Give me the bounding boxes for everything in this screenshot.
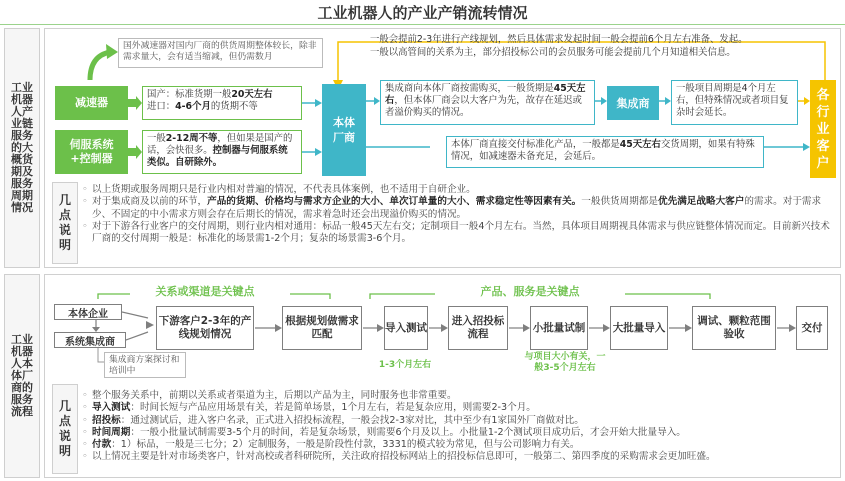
note2-item-5-text: ：1）标品，一般是三七分；2）定制服务，一般是阶段性付款，3331的模式较为常见，但与公司影响力有关。 [111, 439, 580, 451]
direct-text-bold: 45天左右 [619, 139, 661, 150]
system-integrator-box: 系统集成商 [54, 332, 126, 348]
note1-item-1-text: 以上货期或服务周期只是行业内相对普遍的情况，不代表具体案例，也不适用于自研企业。 [92, 184, 476, 195]
step-arrow-2 [362, 322, 384, 334]
planning-text-2: 一般以高管间的关系为主，部分招投标公司的会员服务可能会提前几个月知道相关信息。 [370, 47, 736, 58]
process-step-3: 导入测试 [384, 306, 428, 350]
page-title: 工业机器人的产业产销流转情况 [317, 4, 528, 22]
reducer-text-2: 进口： [147, 101, 176, 112]
note2-item-3-text: ：通过测试后，进入客户名录，正式进入招投标流程，一般会找2-3家对比，其中至少有1家国外厂商做对比。 [120, 414, 584, 426]
note1-item-3-text: 对于下游各行业客户的交付周期，则行业内相对通用：标品一般45天左右交；定制项目一般4个月左右。当然，具体项目周期视具体需求与供应链整体情况而定。目前新兴技术厂商的交付周期一般是：标准化的场景需1-2个月；复杂的场景需3-6个月。 [92, 220, 830, 245]
step-arrow-5 [588, 322, 610, 334]
servo-text-2: ，但如果是国产的话，会快很多。 [147, 133, 293, 156]
step-arrow-6 [668, 322, 692, 334]
oem-label: 本体厂商 [333, 116, 355, 144]
oem-to-integrator-down-arrow [90, 320, 102, 332]
direct-text-2: 交货周期，如果有特殊情况，如减速器未备充足，会延后。 [451, 139, 755, 162]
note2-item-6-text: 以上情况主要是针对市场类客户，针对高校或者科研院所，关注政府招投标网站上的招投标信息即可，一般第二、第四季度的采购需求会更加旺盛。 [92, 451, 716, 463]
note2-item-5 [82, 439, 834, 451]
servo-controller-box [55, 130, 128, 174]
note2-item-6 [82, 451, 834, 463]
note2-item-2-text: ：时间长短与产品应用场景有关，若是简单场景，1个月左右，若是复杂应用，则需要2-3个月。 [130, 402, 536, 414]
note1-item-1 [82, 184, 834, 196]
oem-to-integrator-arrow [366, 94, 380, 108]
direct-delivery-arrow-right [764, 140, 810, 154]
oem-company-box: 本体企业 [54, 304, 122, 320]
servo-text-bold-1: 2-12周不等 [165, 133, 218, 144]
customer-project-text: 一般项目周期是4个月左右，但特殊情况或者项目复杂时会延长。 [671, 80, 798, 125]
process-step-4: 进入招投标流程 [448, 306, 508, 350]
section1-notes-label [52, 182, 78, 264]
direct-text-1: 本体厂商直接交付标准化产品，一般都是 [451, 139, 620, 150]
step-arrow-1 [254, 322, 282, 334]
small-batch-duration-label: 与项目大小有关，一般3-5个月左右 [524, 352, 606, 373]
section2-side-label [4, 274, 40, 478]
reducer-box: 减速器 [55, 86, 128, 120]
reducer-text-bold-2: 4-6个月 [175, 101, 211, 112]
servo-text-1: 一般 [147, 133, 166, 144]
section1-side-label [4, 28, 40, 268]
integrator-box: 集成商 [607, 86, 659, 120]
servo-text-bold-2: 控制器与伺服系统类似。自研除外。 [147, 145, 288, 168]
reducer-text-1: 国产：标准货期一般 [147, 89, 232, 100]
relation-key-label: 关系或渠道是关键点 [155, 285, 255, 298]
product-key-label: 产品、服务是关键点 [480, 285, 580, 298]
customer-label: 各行业客户 [816, 87, 830, 171]
section1-notes [82, 184, 834, 264]
process-step-8: 交付 [796, 306, 828, 350]
servo-label: 伺服系统+控制器 [69, 138, 114, 165]
note2-item-2-bold: 导入测试 [92, 402, 131, 414]
integrator-text-bold: 45天左右 [385, 83, 586, 106]
process-step-7: 调试、颗粒范围验收 [692, 306, 776, 350]
note1-item-2 [82, 196, 834, 221]
integrator-to-customer-arrow [659, 94, 671, 108]
oem-box [322, 84, 366, 176]
key-brackets [50, 290, 840, 300]
section2-notes [82, 390, 834, 476]
servo-leadtime-text [142, 130, 302, 174]
step-arrow-4 [508, 322, 530, 334]
integrator-text-1: 集成商向本体厂商按需购买，一般货期是 [385, 83, 554, 94]
to-integrator-arrow [595, 94, 607, 108]
integrator-text-2: ，但本体厂商会以大客户为先，故存在延迟或者溢价购买的情况。 [385, 95, 582, 118]
note-connector [96, 348, 106, 368]
section2-notes-label [52, 384, 78, 474]
step-arrow-3 [428, 322, 448, 334]
to-oem-arrows [302, 96, 322, 166]
note1-item-2-text-a: 对于集成商及以前的环节， [92, 196, 208, 208]
note1-item-2-text-c: 的需求。对于需求少、不固定的中小需求方则会存在后期长的情况，需求着急时还会出现溢价购买的情况。 [92, 196, 822, 220]
note2-item-1-text: 整个服务关系中，前期以关系或者渠道为主，后期以产品为主，同时服务也非常重要。 [92, 390, 457, 401]
curved-arrow-icon [80, 40, 120, 84]
note2-item-1 [82, 390, 834, 402]
process-step-1: 下游客户2-3年的产线规划情况 [156, 306, 254, 350]
note1-item-2-bold-b: 优先满足战略大客户 [658, 196, 745, 208]
to-step1-arrows [122, 306, 154, 348]
step-arrow-7 [776, 322, 796, 334]
note2-item-4-text: ：一般小批量试制需要3-5个月的时间，若是复杂场景，则需要6个月及以上。小批量1-2个测试项目成功后，才会开始大批量导入。 [130, 426, 686, 438]
note1-item-3 [82, 221, 834, 246]
note1-item-2-text-b: 一般供货周期都是 [581, 196, 659, 208]
notes1-label-text: 几点说明 [58, 193, 71, 252]
customer-box [810, 80, 836, 178]
notes2-label-text: 几点说明 [58, 399, 71, 458]
process-step-2: 根据规划做需求匹配 [282, 306, 362, 350]
to-customer-arrow [798, 94, 810, 108]
green-arrows [128, 96, 142, 166]
reducer-leadtime-text [142, 86, 302, 120]
process-step-5: 小批量试制 [530, 306, 588, 350]
integrator-training-note: 集成商方案探讨和培训中 [104, 352, 186, 378]
note2-item-2 [82, 402, 834, 414]
process-step-6: 大批量导入 [610, 306, 668, 350]
foreign-reducer-note: 国外减速器对国内厂商的供货周期整体较长，除非需求量大，会有适当缩减，但仍需数月 [118, 38, 323, 68]
note1-item-2-bold-a: 产品的货期、价格均与需求方企业的大小、单次订单量的大小、需求稳定性等因素有关。 [207, 196, 582, 208]
note2-item-4 [82, 427, 834, 439]
section2-side-text: 工业机器人本体厂商的服务流程 [11, 333, 33, 418]
test-duration-label: 1-3个月左右 [378, 360, 432, 370]
note2-item-3-bold: 招投标 [92, 414, 121, 426]
reducer-text-bold-1: 20天左右 [231, 89, 273, 100]
title-divider [0, 24, 845, 25]
direct-delivery-text [446, 136, 764, 168]
note2-item-4-bold: 时间周期 [92, 426, 131, 438]
note2-item-3 [82, 415, 834, 427]
integrator-purchase-text [380, 80, 595, 125]
planning-text-1: 一般会提前2-3年进行产线规划，然后具体需求发起时间一般会提前6个月左右准备、发起。 [370, 34, 748, 45]
direct-delivery-arrow-left [366, 140, 430, 154]
section1-side-text: 工业机器人产业链服务的大概货期及服务周期情况 [11, 81, 33, 214]
note2-item-5-bold: 付款 [92, 439, 112, 451]
reducer-text-3: 的货期不等 [210, 101, 258, 112]
